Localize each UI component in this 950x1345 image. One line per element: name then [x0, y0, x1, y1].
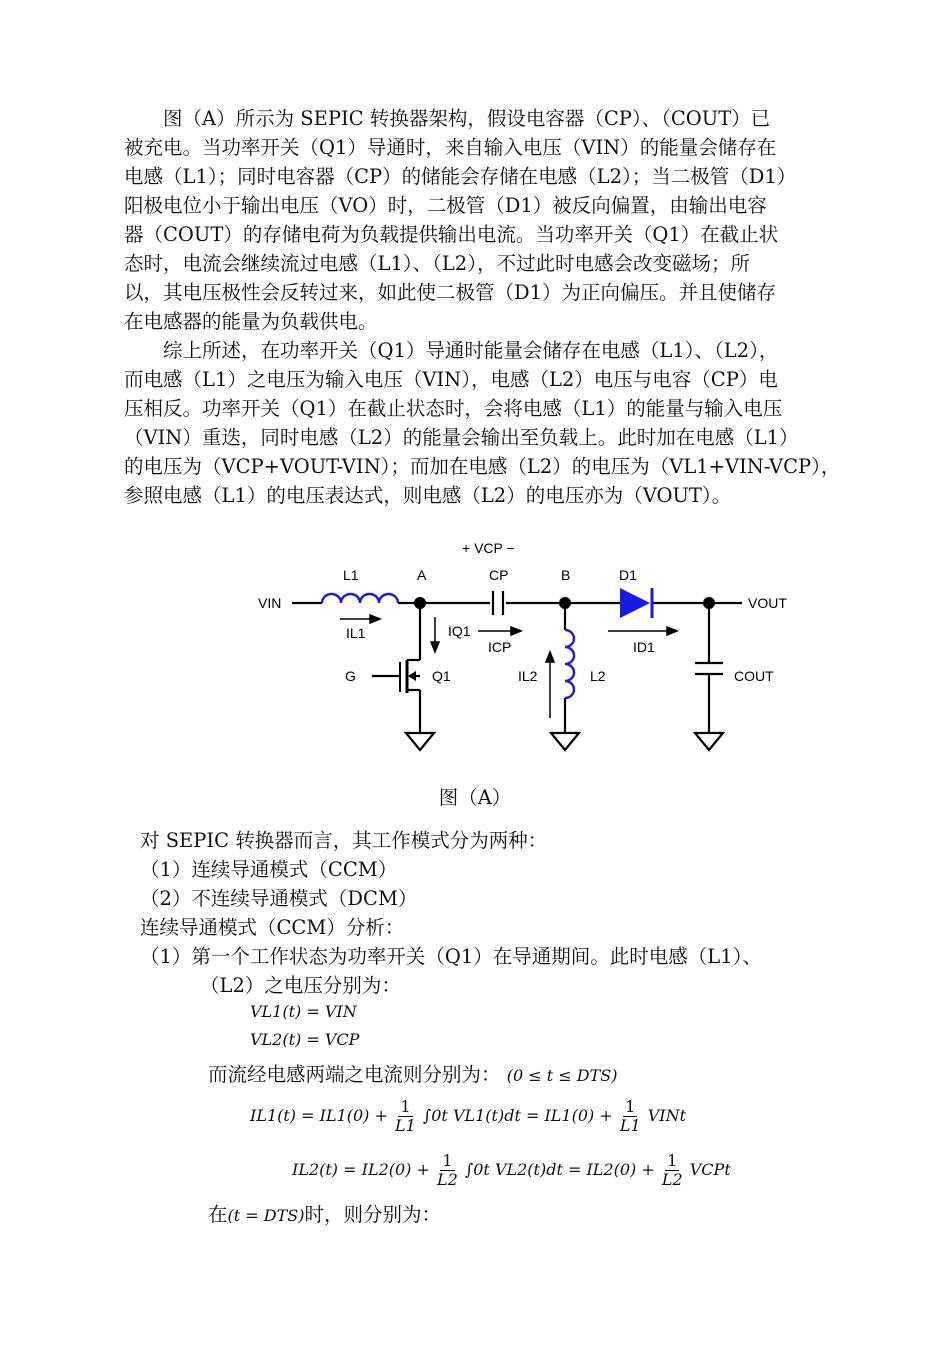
label-b: B: [561, 567, 571, 583]
state1-line1: （1）第一个工作状态为功率开关（Q1）在导通期间。此时电感（L1）、: [140, 945, 762, 968]
label-il2: IL2: [518, 668, 538, 684]
node-a: [414, 597, 426, 609]
eq4-end: VCPt: [689, 1160, 731, 1179]
equation-il1: [250, 1098, 686, 1135]
node-out: [703, 597, 715, 609]
label-g: G: [345, 668, 356, 684]
label-l2: L2: [590, 668, 606, 684]
at-condition: (t = DTS): [227, 1206, 305, 1225]
current-intro-text: 而流经电感两端之电流则分别为：: [208, 1063, 501, 1086]
label-cout: COUT: [734, 668, 774, 684]
at-suffix: 时，则分别为：: [304, 1203, 441, 1226]
modes-intro: 对 SEPIC 转换器而言，其工作模式分为两种：: [140, 829, 548, 852]
label-il1: IL1: [346, 625, 366, 641]
eq4-lhs: IL2(t) = IL2(0) +: [292, 1160, 430, 1179]
p1-line: 态时，电流会继续流过电感（L1）、（L2），不过此时电感会改变磁场；所: [124, 252, 750, 275]
label-icp: ICP: [488, 639, 512, 655]
p2-line: （VIN）重迭，同时电感（L2）的能量会输出至负载上。此时加在电感（L1）: [124, 426, 799, 449]
eq4-mid: ∫0t VL2(t)dt = IL2(0) +: [464, 1160, 655, 1179]
label-a: A: [417, 567, 427, 583]
label-vcp: + VCP −: [462, 540, 515, 556]
at-prefix: 在: [208, 1203, 228, 1226]
label-iq1: IQ1: [448, 623, 471, 639]
label-q1: Q1: [432, 668, 451, 684]
numerator: 1: [442, 1151, 453, 1170]
mode-item-2: （2）不连续导通模式（DCM）: [140, 887, 418, 910]
p2-line: 而电感（L1）之电压为输入电压（VIN），电感（L2）电压与电容（CP）电: [124, 368, 778, 391]
at-time-line: [208, 1200, 441, 1230]
inductor-l2: [565, 630, 574, 698]
eq3-lhs: IL1(t) = IL1(0) +: [250, 1106, 388, 1125]
p1-line: 以，其电压极性会反转过来，如此使二极管（D1）为正向偏压。并且使储存: [124, 281, 777, 304]
ccm-title: 连续导通模式（CCM）分析：: [140, 916, 405, 939]
ground-l2: [551, 733, 579, 750]
current-intro: [208, 1060, 617, 1090]
fraction: [395, 1098, 416, 1135]
equation-vl2: VL2(t) = VCP: [250, 1030, 360, 1049]
p2-line: 的电压为（VCP+VOUT-VIN）；而加在电感（L2）的电压为（VL1+VIN-VCP），: [124, 455, 841, 478]
p2-line: 压相反。功率开关（Q1）在截止状态时，会将电感（L1）的能量与输入电压: [124, 397, 783, 420]
label-l1: L1: [343, 567, 359, 583]
label-d1: D1: [619, 567, 637, 583]
numerator: 1: [400, 1097, 411, 1116]
diode-d1: [620, 588, 650, 618]
p1-line: 被充电。当功率开关（Q1）导通时，来自输入电压（VIN）的能量会储存在: [124, 136, 777, 159]
denominator: L2: [661, 1170, 683, 1189]
denominator: L2: [437, 1170, 458, 1189]
state1-line2: （L2）之电压分别为：: [200, 974, 401, 997]
label-vin: VIN: [258, 595, 282, 611]
equation-vl1: VL1(t) = VIN: [250, 1002, 357, 1021]
equation-il2: [292, 1152, 731, 1189]
mode-item-1: （1）连续导通模式（CCM）: [140, 858, 398, 881]
label-vout: VOUT: [748, 595, 787, 611]
node-b: [559, 597, 571, 609]
paragraph-2: [124, 336, 856, 365]
fraction: [662, 1152, 683, 1189]
paragraph-1: [124, 104, 856, 133]
label-id1: ID1: [633, 639, 655, 655]
eq3-end: VINt: [647, 1106, 687, 1125]
denominator: L1: [619, 1116, 641, 1135]
paragraph-2-cont: [124, 365, 856, 510]
p2-line: 参照电感（L1）的电压表达式，则电感（L2）的电压亦为（VOUT）。: [124, 484, 732, 507]
numerator: 1: [667, 1151, 678, 1170]
numerator: 1: [625, 1097, 636, 1116]
figure-caption: 图（A）: [438, 786, 512, 809]
sepic-circuit-diagram: [250, 530, 810, 770]
time-range: (0 ≤ t ≤ DTS): [506, 1066, 618, 1085]
p1-line: 在电感器的能量为负载供电。: [124, 310, 378, 333]
ground-q1: [406, 733, 434, 750]
label-cp: CP: [489, 567, 509, 583]
fraction: [437, 1152, 458, 1189]
inductor-l1: [322, 594, 398, 603]
p2-line: 综上所述，在功率开关（Q1）导通时能量会储存在电感（L1）、（L2），: [163, 339, 779, 362]
p1-line: 电感（L1）；同时电容器（CP）的储能会存储在电感（L2）；当二极管（D1）: [124, 165, 797, 188]
eq3-mid: ∫0t VL1(t)dt = IL1(0) +: [422, 1106, 613, 1125]
paragraph-1-cont: [124, 133, 856, 336]
denominator: L1: [395, 1116, 416, 1135]
p1-line: 阳极电位小于输出电压（VO）时，二极管（D1）被反向偏置，由输出电容: [124, 194, 767, 217]
p1-line: 器（COUT）的存储电荷为负载提供输出电流。当功率开关（Q1）在截止状: [124, 223, 779, 246]
p1-line: 图（A）所示为 SEPIC 转换器架构，假设电容器（CP）、（COUT）已: [163, 107, 771, 130]
fraction: [620, 1098, 641, 1135]
ground-cout: [695, 733, 723, 750]
